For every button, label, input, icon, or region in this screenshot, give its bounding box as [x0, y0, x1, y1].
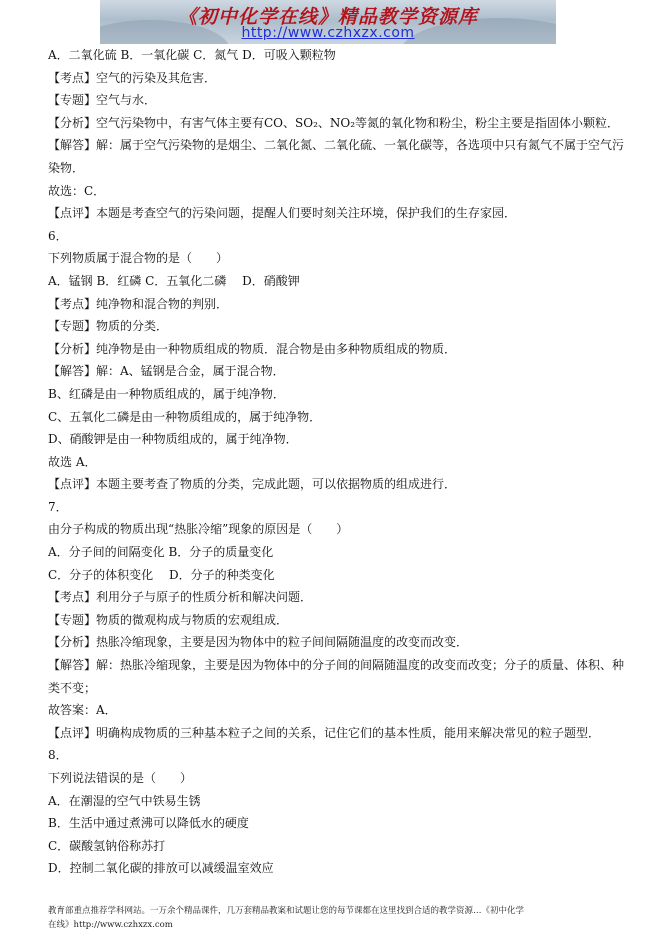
text-line: 故选：C．: [48, 183, 106, 198]
text-line: 下列说法错误的是（ ）: [48, 771, 193, 785]
text-line: 【专题】空气与水．: [48, 93, 157, 108]
page-footer: [48, 904, 620, 932]
text-line: C、五氧化二磷是由一种物质组成的，属于纯净物．: [48, 409, 322, 424]
text-line: 【专题】物质的微观构成与物质的宏观组成．: [48, 612, 289, 627]
text-line: 故选 A．: [48, 454, 97, 469]
header-banner: [100, 0, 556, 44]
text-line: 【考点】空气的污染及其危害．: [48, 70, 217, 85]
text-line: 【分析】热胀冷缩现象，主要是因为物体中的粒子间间隔随温度的改变而改变．: [48, 635, 469, 650]
text-line: 【考点】利用分子与原子的性质分析和解决问题．: [48, 590, 313, 605]
text-line: 【分析】纯净物是由一种物质组成的物质．混合物是由多种物质组成的物质．: [48, 341, 457, 356]
text-line: 【点评】本题主要考查了物质的分类，完成此题，可以依据物质的组成进行．: [48, 477, 457, 492]
text-line: A．二氧化硫 B．一氧化碳 C．氮气 D．可吸入颗粒物: [48, 48, 336, 62]
text-line: 【专题】物质的分类．: [48, 319, 169, 334]
text-line: 下列物质属于混合物的是（ ）: [48, 251, 229, 266]
document-body: [48, 44, 625, 880]
text-line: C．碳酸氢钠俗称苏打: [48, 838, 166, 853]
text-line: 染物．: [48, 160, 85, 175]
text-line: A．在潮湿的空气中铁易生锈: [48, 793, 201, 808]
banner-url-link[interactable]: http://www.czhxzx.com: [241, 25, 415, 41]
text-line: A．分子间的间隔变化 B．分子的质量变化: [48, 545, 274, 560]
text-line: 6．: [48, 228, 68, 243]
text-line: D、硝酸钾是由一种物质组成的，属于纯净物．: [48, 432, 298, 447]
text-line: 【考点】纯净物和混合物的判别．: [48, 296, 229, 311]
text-line: 类不变；: [48, 680, 97, 695]
text-line: C．分子的体积变化 D．分子的种类变化: [48, 567, 275, 582]
text-line: 由分子构成的物质出现“热胀冷缩”现象的原因是（ ）: [48, 522, 349, 537]
text-line: 7．: [48, 499, 68, 514]
text-line: 8．: [48, 748, 68, 763]
text-line: A．锰钢 B．红磷 C．五氧化二磷 D．硝酸钾: [48, 273, 300, 288]
text-line: 【点评】明确构成物质的三种基本粒子之间的关系，记住它们的基本性质，能用来解决常见的粒子题型．: [48, 725, 601, 740]
text-line: 【点评】本题是考查空气的污染问题，提醒人们要时刻关注环境，保护我们的生存家园．: [48, 206, 517, 221]
footer-line: 在线》http://www.czhxzx.com: [48, 920, 173, 930]
text-line: B．生活中通过煮沸可以降低水的硬度: [48, 816, 249, 831]
banner-title: 《初中化学在线》精品教学资源库: [177, 6, 478, 28]
footer-line: 教育部重点推荐学科网站。一万余个精品课件，几万套精品教案和试题让您的每节课都在这里找到合适的教学资源…《初中化学: [48, 906, 525, 916]
text-line: 【解答】解：热胀冷缩现象，主要是因为物体中的分子间的间隔随温度的改变而改变；分子的质量、体积、种: [48, 658, 625, 673]
text-line: 故答案：A．: [48, 703, 117, 718]
text-line: B、红磷是由一种物质组成的，属于纯净物．: [48, 386, 285, 401]
text-line: 【解答】解：属于空气污染物的是烟尘、二氧化氮、二氧化硫、一氧化碳等，各选项中只有氮气不属于空气污: [48, 138, 625, 153]
text-line: D．控制二氧化碳的排放可以减缓温室效应: [48, 861, 274, 876]
text-line: 【解答】解：A、锰钢是合金，属于混合物．: [48, 364, 285, 379]
text-line: 【分析】空气污染物中，有害气体主要有CO、SO₂、NO₂等氮的氧化物和粉尘，粉尘主要是指固体小颗粒．: [48, 115, 620, 130]
